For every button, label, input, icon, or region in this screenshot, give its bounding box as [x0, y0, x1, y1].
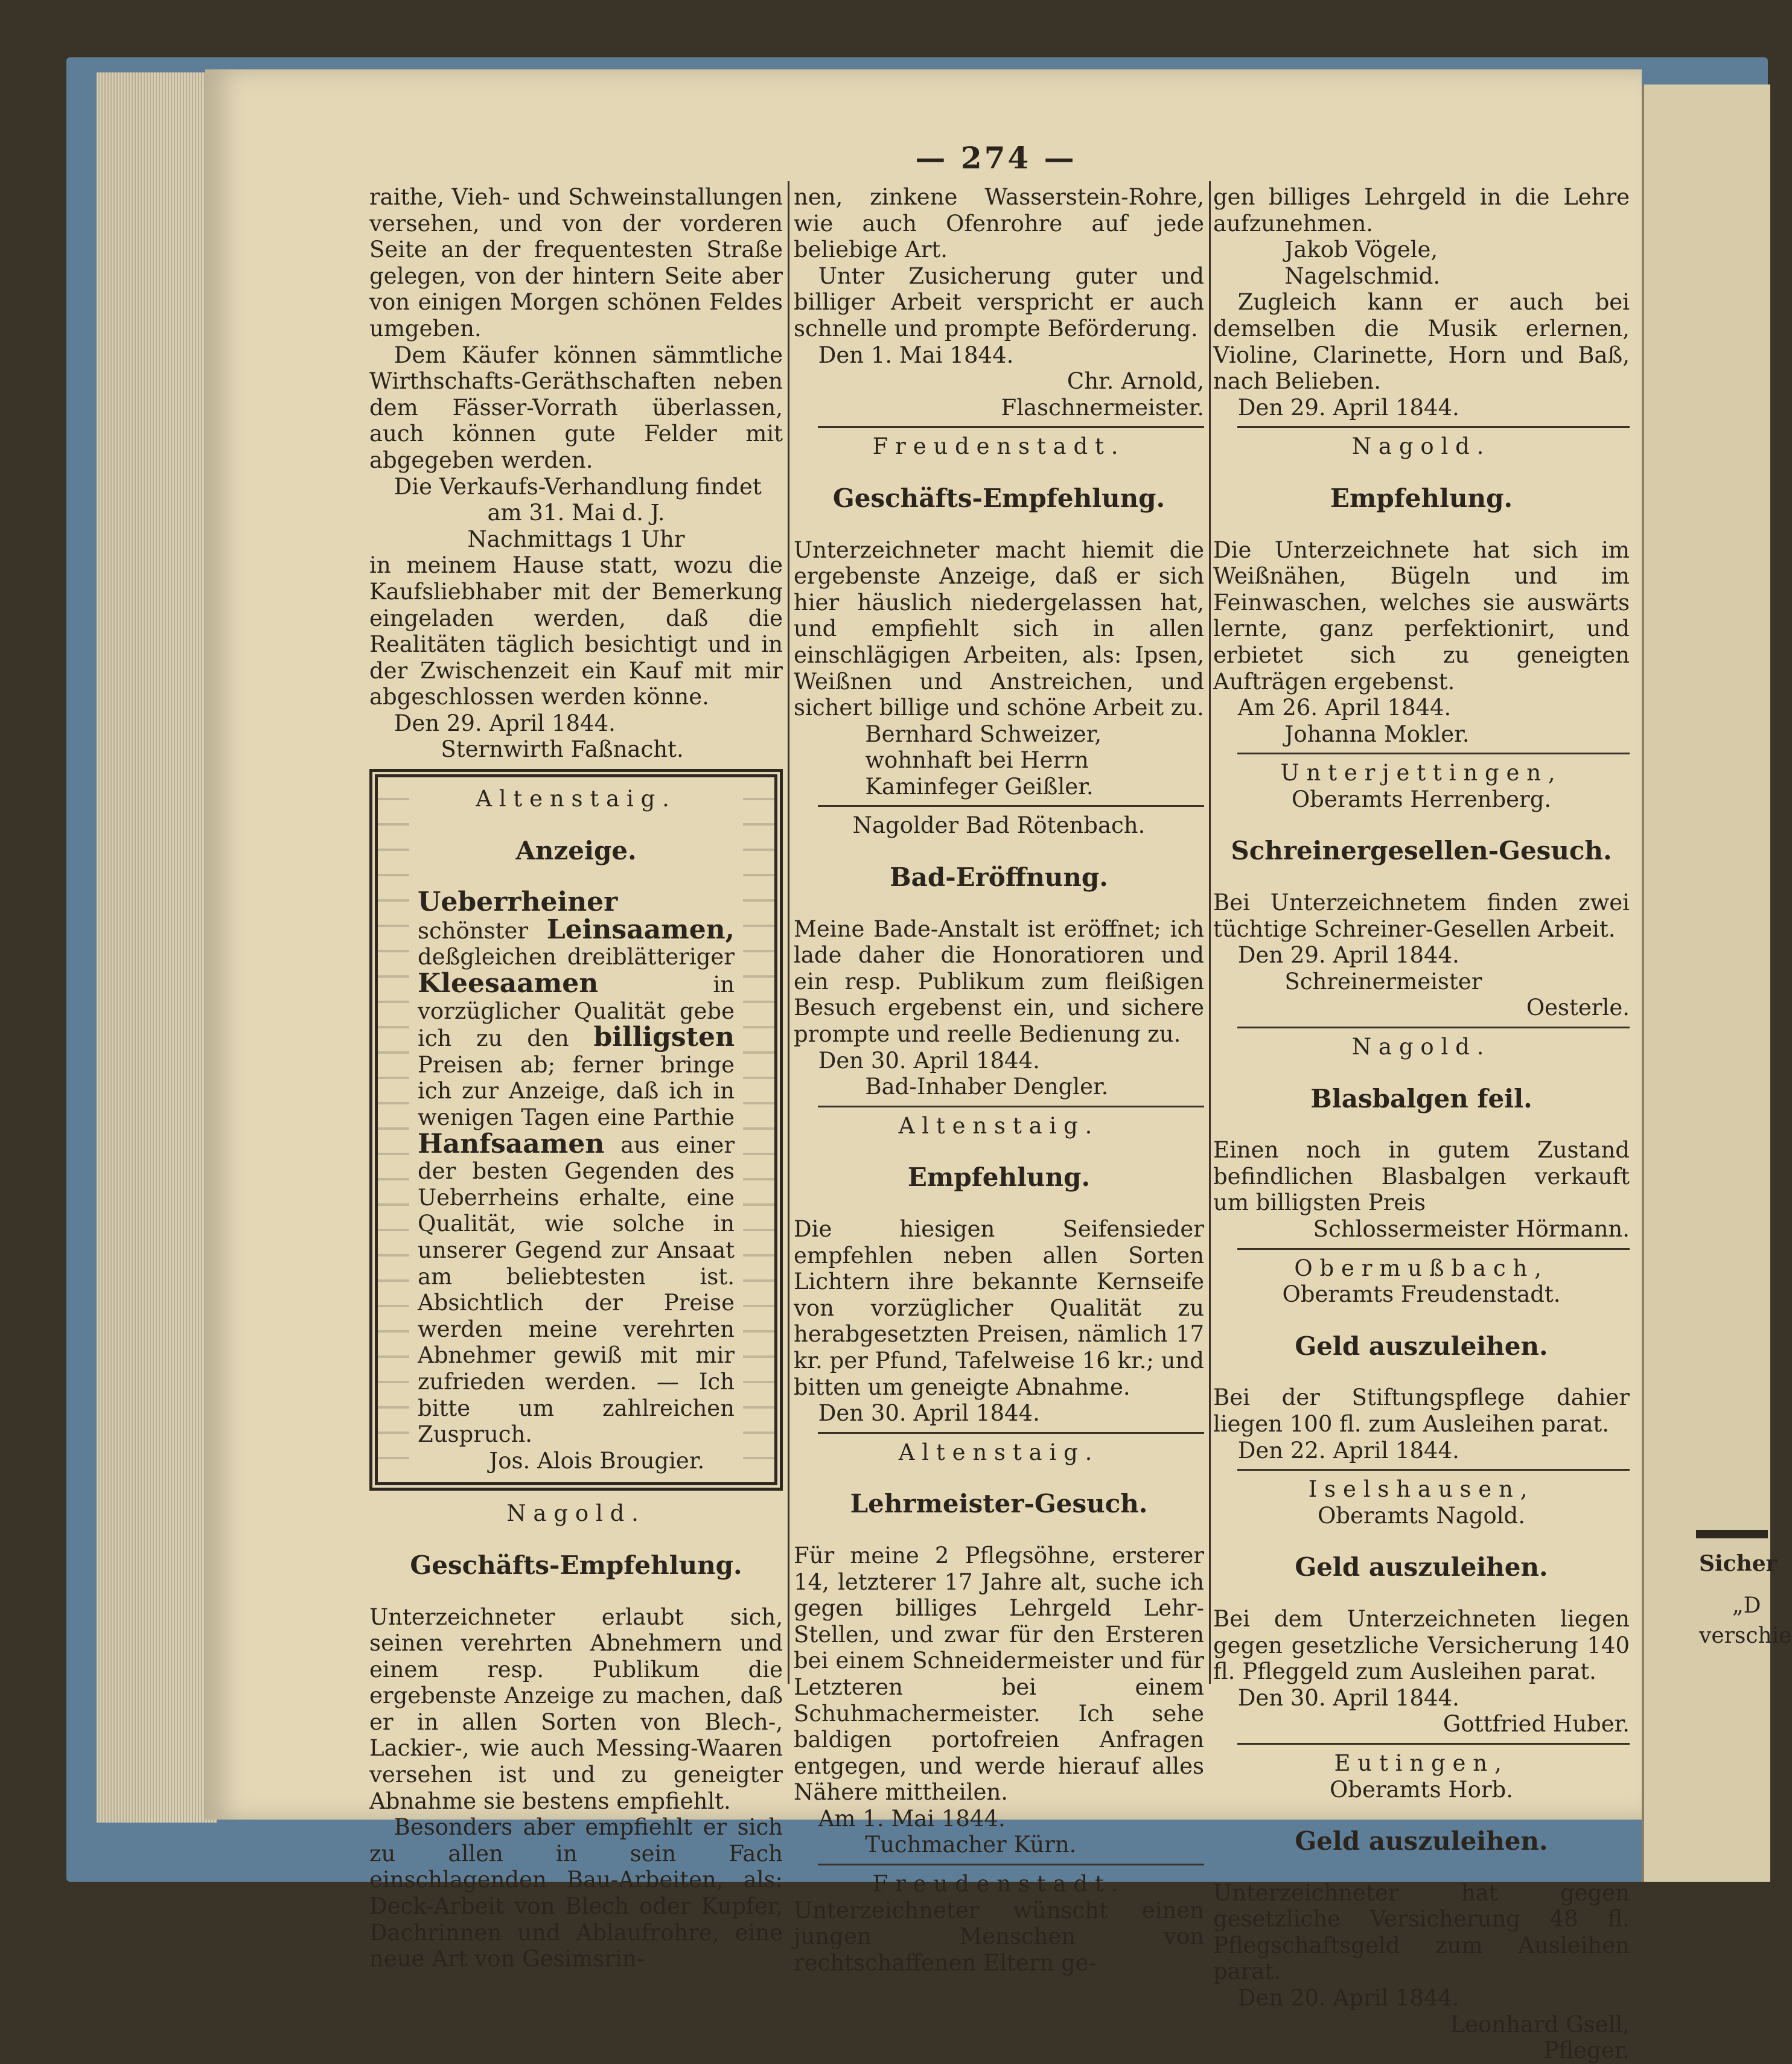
- ad-text: Einen noch in gutem Zustand befindlichen Blasbalgen verkauft um billigsten Preis: [1213, 1137, 1630, 1216]
- ad-freudenstadt-lehre: [794, 1871, 1204, 1976]
- ad-voegele: [1213, 184, 1630, 421]
- ad-place: Nagold.: [506, 1500, 646, 1527]
- ad-place: Obermußbach,: [1294, 1255, 1549, 1281]
- ad-text: Bei Unterzeichnetem finden zwei tüchtige Schreiner-Gesellen Arbeit.: [1213, 890, 1630, 942]
- ad-blasbalgen: [1213, 1034, 1630, 1243]
- ad-title: Empfehlung.: [1330, 483, 1513, 513]
- ad-seifensieder: [794, 1113, 1204, 1427]
- ad-subplace: Oberamts Herrenberg.: [1291, 786, 1552, 812]
- ad-text: Unterzeichneter wünscht einen jungen Menschen von rechtschaffenen Eltern ge-: [794, 1897, 1204, 1976]
- ad-title: Lehrmeister-Gesuch.: [850, 1489, 1148, 1519]
- ad-place: Nagolder Bad Rötenbach.: [852, 812, 1146, 839]
- ad-signature: Nagelschmid.: [1284, 263, 1441, 289]
- separator: [818, 1106, 1204, 1107]
- ad-title: Empfehlung.: [907, 1162, 1091, 1193]
- ad-date: Den 30. April 1844.: [818, 1047, 1040, 1074]
- ad-nagold-blech: [369, 1500, 783, 1972]
- separator: [818, 426, 1204, 428]
- ad-signature: Schlossermeister Hörmann.: [1313, 1216, 1630, 1242]
- ad-place: Nagold.: [1351, 433, 1491, 460]
- page-number: — 274 —: [915, 140, 1077, 176]
- ad-date: Den 20. April 1844.: [1237, 1985, 1459, 2011]
- ad-subplace: Oberamts Horb.: [1329, 1776, 1514, 1803]
- next-page-text: verschie: [1699, 1623, 1792, 1648]
- ad-title: Geld auszuleihen.: [1295, 1331, 1548, 1361]
- ad-text: in meinem Hause statt, wozu die Kaufsliebhaber mit der Bemerkung eingeladen werden, daß die Realitäten täglich besichtigt und in der Zwischenzeit ein Kauf mit mir abgeschlossen werden könne.: [369, 552, 783, 710]
- ad-title: Anzeige.: [515, 835, 637, 865]
- ad-place: Nagold.: [1351, 1034, 1491, 1060]
- ad-text: nen, zinkene Wasserstein-Rohre, wie auch Ofenrohre auf jede beliebige Art.: [794, 184, 1204, 263]
- ad-title: Geschäfts-Empfehlung.: [832, 483, 1165, 513]
- page-edges: [97, 72, 217, 1823]
- ad-place: Freudenstadt.: [872, 433, 1126, 460]
- ad-title: Geld auszuleihen.: [1295, 1552, 1548, 1582]
- ad-arnold: [794, 184, 1204, 421]
- ad-place: Altenstaig.: [898, 1112, 1100, 1139]
- separator: [1237, 1743, 1630, 1745]
- separator: [818, 1864, 1204, 1865]
- ad-title: Schreinergesellen-Gesuch.: [1231, 836, 1612, 866]
- ad-title: Blasbalgen feil.: [1310, 1083, 1532, 1113]
- column-rule: [788, 181, 789, 1684]
- ad-text-fragment: in vorzüglicher Qualität gebe ich zu den: [418, 972, 735, 1052]
- emphasis: billigsten: [593, 1022, 735, 1053]
- ad-text: Die Unterzeichnete hat sich im Weißnähen, Bügeln und im Feinwaschen, welches sie auswärts lernte, ganz perfektionirt, und erbietet sich zu geneigten Aufträgen ergebenst.: [1213, 537, 1630, 695]
- ad-subplace: Oberamts Freudenstadt.: [1282, 1281, 1561, 1308]
- ad-text: gen billiges Lehrgeld in die Lehre aufzunehmen.: [1213, 184, 1630, 237]
- product-name: Hanfsaamen: [418, 1128, 605, 1159]
- ad-place: Altenstaig.: [476, 786, 677, 812]
- ad-text: Besonders aber empfiehlt er sich zu allen in sein Fach einschlagenden Bau-Arbeiten, als: Deck-Arbeit von Blech oder Kupfer, Dachrinnen und Ablaufrohre, eine neue Art von Gesimsrin-: [369, 1814, 783, 1972]
- next-page-text: „D: [1732, 1593, 1761, 1618]
- ad-iselshausen: [1213, 1476, 1630, 1738]
- ad-bad: [794, 812, 1204, 1100]
- ad-date: Den 29. April 1844.: [394, 710, 616, 736]
- ad-place: Altenstaig.: [898, 1439, 1100, 1465]
- ad-signature: Jakob Vögele,: [1284, 237, 1438, 263]
- ad-mokler: [1213, 433, 1630, 747]
- ad-signature: Flaschnermeister.: [1001, 394, 1204, 421]
- ad-date: Den 29. April 1844.: [1237, 394, 1459, 421]
- ad-date: Den 29. April 1844.: [1237, 942, 1459, 969]
- ad-schreiner: [1213, 760, 1630, 1021]
- separator: [818, 1432, 1204, 1434]
- ad-signature: Chr. Arnold,: [1067, 368, 1204, 395]
- ad-text: raithe, Vieh- und Schweinstallungen versehen, und von der vorderen Seite an der frequentesten Straße gelegen, von der hintern Seite aber von einigen Morgen schönen Feldes umgeben.: [369, 184, 783, 342]
- ad-text: Die Verkaufs-Verhandlung findet: [394, 473, 762, 500]
- next-page-text: Sicher: [1699, 1551, 1778, 1576]
- separator: [818, 805, 1204, 807]
- ad-signature: Tuchmacher Kürn.: [865, 1832, 1077, 1858]
- ad-place: Eutingen,: [1334, 1750, 1509, 1776]
- ad-signature: Oesterle.: [1526, 995, 1630, 1021]
- ad-signature: Kaminfeger Geißler.: [865, 773, 1094, 800]
- ornate-ad-brougier: [369, 769, 783, 1491]
- ad-title: Bad-Eröffnung.: [890, 862, 1108, 893]
- ad-signature: Bernhard Schweizer,: [865, 721, 1102, 747]
- separator: [1237, 426, 1630, 428]
- ad-text: Meine Bade-Anstalt ist eröffnet; ich lade daher die Honoratioren und ein resp. Publikum zum fleißigen Besuch ergebenst ein, und sichere prompte und reelle Bedienung zu.: [794, 916, 1204, 1048]
- ad-text-fragment: aus einer der besten Gegenden des Ueberrheins erhalte, eine Qualität, wie solche in unserer Gegend zur Ansaat am beliebtesten ist. Absichtlich der Preise werden meine verehrten Abnehmer gewiß mit mir zufrieden werden. — Ich bitte um zahlreichen Zuspruch.: [418, 1132, 735, 1448]
- ad-signature: Pfleger.: [1543, 2037, 1630, 2064]
- column-3: [1213, 184, 1630, 2064]
- ad-text-fragment: deßgleichen dreiblätteriger: [418, 944, 735, 970]
- column-1: [369, 184, 783, 1972]
- ad-text: Unter Zusicherung guter und billiger Arbeit verspricht er auch schnelle und prompte Beförderung.: [794, 263, 1204, 342]
- ad-date: Den 30. April 1844.: [818, 1400, 1040, 1427]
- ad-signature: wohnhaft bei Herrn: [865, 747, 1089, 774]
- ad-date: Den 1. Mai 1844.: [818, 342, 1014, 368]
- separator: [1237, 1027, 1630, 1028]
- ad-title: Geschäfts-Empfehlung.: [410, 1550, 742, 1580]
- separator: [1237, 753, 1630, 754]
- product-name: Ueberrheiner: [418, 887, 618, 918]
- ad-text: Für meine 2 Pflegsöhne, ersterer 14, letzterer 17 Jahre alt, suche ich gegen billiges Lehrgeld Lehr-Stellen, und zwar für den Ersteren bei einem Schneidermeister und für Letzteren bei einem Schuhmachermeister. Ich sehe baldigen portofreien Anfragen entgegen, und werde hierauf alles Nähere mittheilen.: [794, 1542, 1204, 1806]
- ad-signature: Gottfried Huber.: [1443, 1711, 1630, 1738]
- ad-date: Am 26. April 1844.: [1237, 695, 1452, 721]
- ad-date-line: am 31. Mai d. J.: [487, 500, 665, 526]
- ad-text: [418, 889, 735, 1447]
- ad-eutingen: [1213, 1750, 1630, 2064]
- ad-title: Geld auszuleihen.: [1295, 1826, 1548, 1856]
- ad-date: Den 22. April 1844.: [1237, 1437, 1459, 1464]
- ad-schweizer: [794, 433, 1204, 800]
- ad-signature: Sternwirth Faßnacht.: [441, 736, 684, 763]
- ad-obermussbach: [1213, 1255, 1630, 1464]
- ad-place: Unterjettingen,: [1280, 760, 1563, 786]
- ad-signature: Leonhard Gsell,: [1450, 2011, 1630, 2037]
- ad-text: Die hiesigen Seifensieder empfehlen neben allen Sorten Lichtern ihre bekannte Kernseife von vorzüglicher Qualität zu herabgesetzten Preisen, nämlich 17 kr. per Pfund, Tafelweise 16 kr.; und bitten um geneigte Abnahme.: [794, 1216, 1204, 1400]
- product-name: Kleesaamen: [418, 968, 599, 999]
- ad-time-line: Nachmittags 1 Uhr: [467, 526, 685, 552]
- ad-signature: Schreinermeister: [1284, 968, 1482, 995]
- ad-date: Den 30. April 1844.: [1237, 1684, 1459, 1711]
- ad-text: Unterzeichneter hat gegen gesetzliche Versicherung 48 fl. Pflegschaftsgeld zum Ausleihen parat.: [1213, 1879, 1630, 1985]
- ad-signature: Bad-Inhaber Dengler.: [865, 1074, 1109, 1100]
- ad-signature: Johanna Mokler.: [1284, 721, 1470, 747]
- separator: [1237, 1469, 1630, 1471]
- ad-text-fragment: schönster: [418, 917, 529, 944]
- column-2: [794, 184, 1204, 1976]
- ad-text: Bei dem Unterzeichneten liegen gegen gesetzliche Versicherung 140 fl. Pfleggeld zum Ausleihen parat.: [1213, 1605, 1630, 1685]
- ad-subplace: Oberamts Nagold.: [1317, 1502, 1526, 1529]
- separator: [1237, 1248, 1630, 1250]
- ad-text: Unterzeichneter erlaubt sich, seinen verehrten Abnehmern und einem resp. Publikum die ergebenste Anzeige zu machen, daß er in allen Sorten von Blech-, Lackier-, wie auch Messing-Waaren versehen ist und zu geneigter Abnahme sie bestens empfiehlt.: [369, 1604, 783, 1814]
- product-name: Leinsaamen,: [546, 914, 735, 945]
- ad-text: Dem Käufer können sämmtliche Wirthschafts-Geräthschaften neben dem Fässer-Vorrath überlassen, auch können gute Felder mit abgegeben werden.: [369, 342, 783, 473]
- ad-lehrmeister: [794, 1439, 1204, 1858]
- ad-signature: Jos. Alois Brougier.: [489, 1447, 705, 1474]
- ad-place: Freudenstadt.: [872, 1871, 1126, 1897]
- ad-text-fragment: Preisen ab; ferner bringe ich zur Anzeige, daß ich in wenigen Tagen eine Parthie: [418, 1051, 735, 1130]
- ad-text: Zugleich kann er auch bei demselben die Musik erlernen, Violine, Clarinette, Horn und Baß, nach Belieben.: [1213, 289, 1630, 395]
- column-rule: [1209, 181, 1211, 1684]
- ad-date: Am 1. Mai 1844.: [818, 1805, 1006, 1832]
- next-page-rule: [1696, 1530, 1768, 1538]
- ad-text: Bei der Stiftungspflege dahier liegen 100 fl. zum Ausleihen parat.: [1213, 1384, 1630, 1437]
- ad-text: Unterzeichneter macht hiemit die ergebenste Anzeige, daß er sich hier häuslich niedergelassen hat, und empfiehlt sich in allen einschlägigen Arbeiten, als: Ipsen, Weißnen und Anstreichen, und sichert billige und schöne Arbeit zu.: [794, 537, 1204, 721]
- ad-sternwirth: [369, 184, 783, 763]
- ad-place: Iselshausen,: [1308, 1476, 1535, 1503]
